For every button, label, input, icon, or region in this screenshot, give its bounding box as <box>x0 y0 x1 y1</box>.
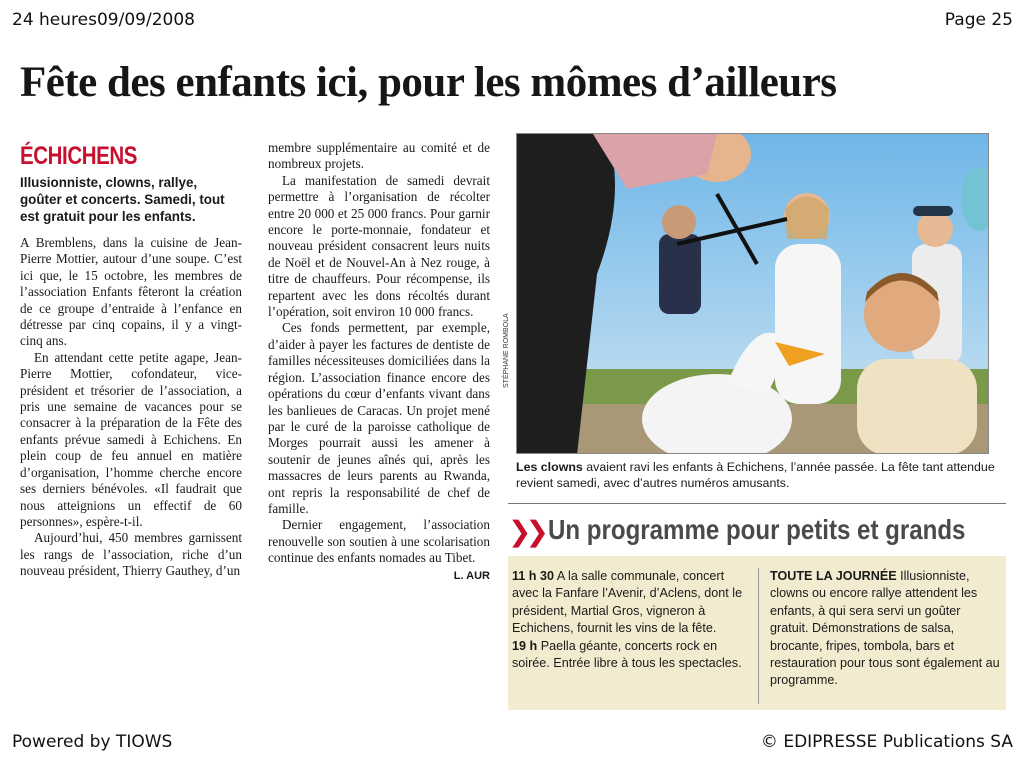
program-title: Un programme pour petits et grands <box>548 514 966 545</box>
column-divider <box>758 568 759 704</box>
paragraph: Aujourd’hui, 450 membres garnissent les rangs de l’association, riche d’un nouveau président, Thierry Gauthey, d’un <box>20 530 242 579</box>
copyright: © EDIPRESSE Publications SA <box>760 732 1013 752</box>
program-time: 19 h <box>512 638 538 653</box>
article-headline: Fête des enfants ici, pour les mômes d’ailleurs <box>20 59 837 106</box>
program-right-column <box>770 568 1002 690</box>
caption-text: avaient ravi les enfants à Echichens, l’année passée. La fête tant attendue revient samedi, avec d’autres numéros amusants. <box>516 460 995 490</box>
program-box <box>508 556 1006 710</box>
program-text: Illusionniste, clowns ou encore rallye attendent les enfants, à qui sera servi un goûter gratuit. Démonstrations de salsa, brocante, fripes, tombola, bars et restauration pour tous sont également au programme. <box>770 569 1000 688</box>
chevron-right-icon: ❯❯ <box>508 515 543 548</box>
kicker-location: ÉCHICHENS <box>20 142 138 170</box>
paragraph <box>268 517 490 582</box>
paragraph: Ces fonds permettent, par exemple, d’aider à payer les factures de dentiste de familles nécessiteuses domiciliées dans la région. L’association finance encore des opérations du cœur d’enfants vivant dans les banlieues de Caracas. Un projet mené par le curé de la paroisse catholique de Morges pourrait aussi les amener à soutenir de jeunes aînés qui, après les massacres de leurs parents au Rwanda, ont repris la responsabilité de chef de famille. <box>268 320 490 516</box>
program-text: A la salle communale, concert avec la Fanfare l’Avenir, d’Aclens, dont le président, Martial Gros, vigneron à Echichens, fournit les vins de la fête. <box>512 569 743 636</box>
article-lead: Illusionniste, clowns, rallye, goûter et concerts. Samedi, tout est gratuit pour les enfants. <box>20 175 225 224</box>
program-left-column <box>512 568 746 672</box>
paragraph-text: Dernier engagement, l’association renouvelle son soutien à une scolarisation continue des enfants nomades au Tibet. <box>268 517 490 566</box>
photo-illustration <box>517 134 989 454</box>
program-text: Paella géante, concerts rock en soirée. Entrée libre à tous les spectacles. <box>512 638 742 671</box>
program-time: 11 h 30 <box>512 569 555 583</box>
article-photo <box>516 133 989 454</box>
page-footer <box>12 732 1013 756</box>
paragraph: En attendant cette petite agape, Jean-Pierre Mottier, cofondateur, vice-président et trésorier de l’association, a pris une semaine de vacances pour se consacrer à la préparation de la Fête des enfants prévue samedi à Echichens. En plein coup de feu annuel en matière d’organisation, l’homme cherche encore ses derniers bénévoles. «Il faudrait que nous atteignions un effectif de 60 personnes», espère-t-il. <box>20 349 242 529</box>
divider <box>508 503 1006 504</box>
article-column-2 <box>268 140 490 584</box>
author-signature: L. AUR <box>453 569 490 582</box>
page-header <box>12 10 1013 34</box>
program-heading <box>508 513 1008 549</box>
photo-credit: STÉPHANE ROMBOLA <box>503 313 510 388</box>
article-column-1 <box>20 140 242 580</box>
page-number: Page 25 <box>944 10 1013 30</box>
powered-by: Powered by TIOWS <box>12 732 173 752</box>
paragraph: La manifestation de samedi devrait permettre à l’organisation de récolter entre 20 000 et 25 000 francs. Pour garnir encore le porte-monnaie, fondateur et nouveau président consacrent leurs nuits de Noël et de Nouvel-An à Nez rouge, à titre de chauffeurs. Pour récompense, ils repartent avec les dons récoltés durant l’opération, soit environ 10 000 francs. <box>268 172 490 320</box>
paragraph: membre supplémentaire au comité et de nombreux projets. <box>268 140 490 172</box>
program-heading-all-day: TOUTE LA JOURNÉE <box>770 569 897 583</box>
caption-lead: Les clowns <box>516 460 583 474</box>
photo-caption <box>516 459 996 491</box>
paragraph: A Bremblens, dans la cuisine de Jean-Pierre Mottier, autour d’une soupe. C’est ici que, le 15 octobre, les membres de l’association Enfants fêteront la création de ce groupe d’entraide à l’enfance en détresse par cinq copains, il y a vingt-cinq ans. <box>20 235 242 349</box>
source-date: 24 heures09/09/2008 <box>12 10 195 30</box>
